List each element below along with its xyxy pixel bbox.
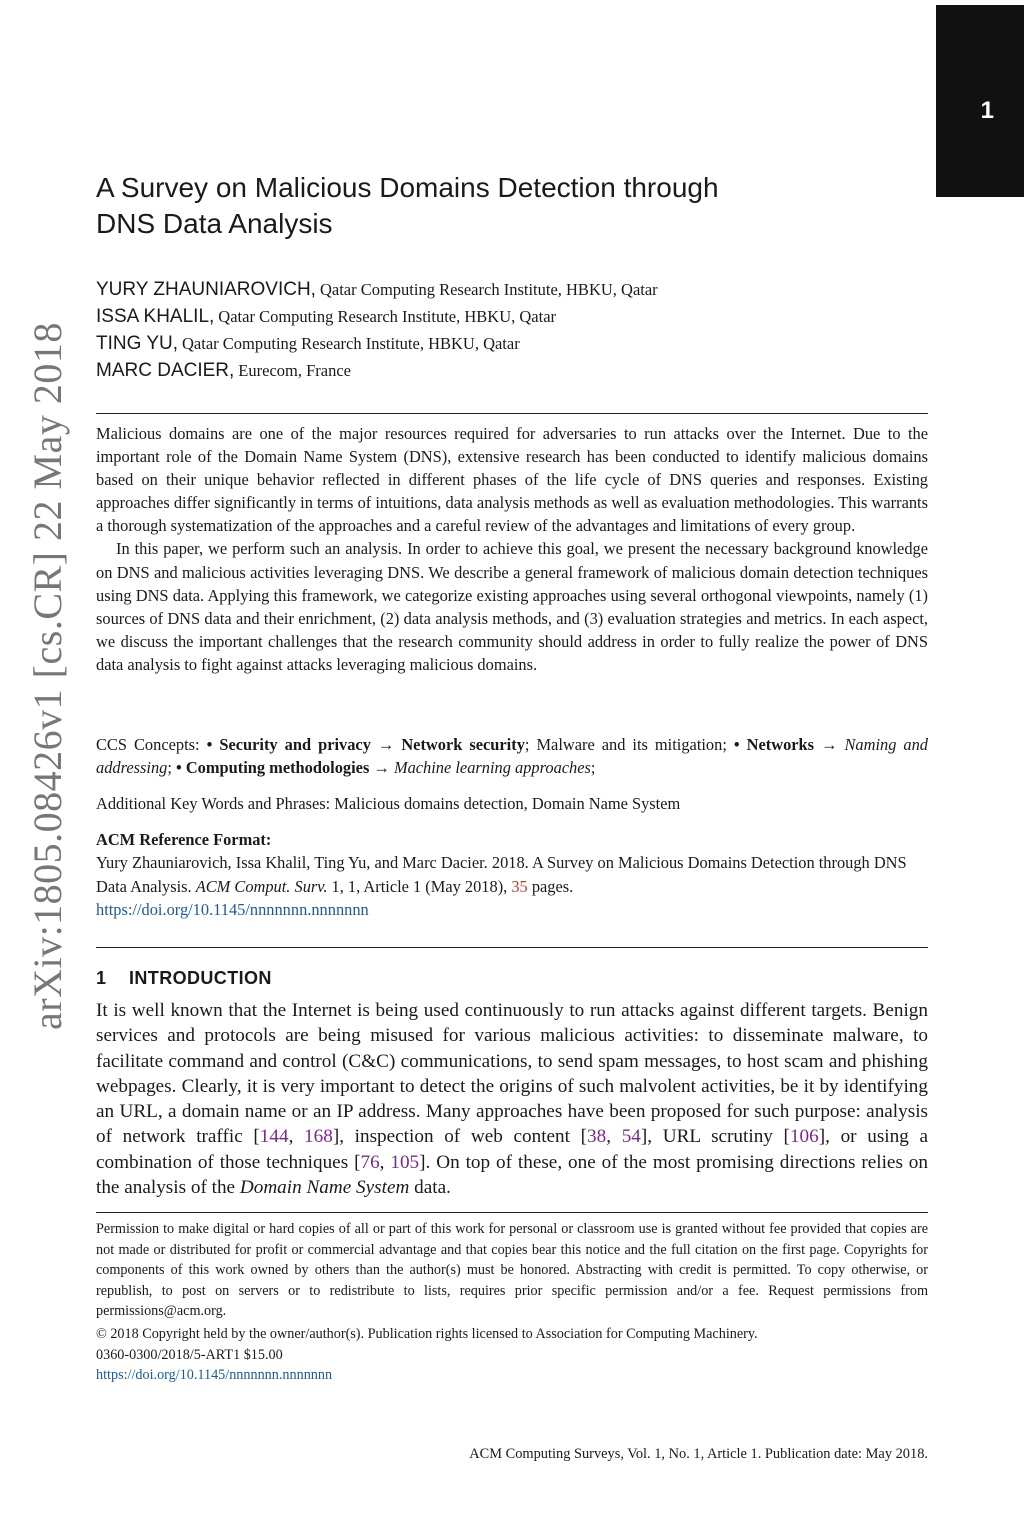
abstract-paragraph-1: Malicious domains are one of the major resources required for adversaries to run attacks over the Internet. Due to the important role of the Domain Name System (DNS), extensive research has been conducted to identify malicious domains based on their unique behavior reflected in different phases of the life cycle of DNS queries and responses. Existing approaches differ significantly in terms of intuitions, data analysis methods as well as evaluation methodologies. This warrants a thorough systematization of the approaches and a careful review of the advantages and limitations of every group.	[96, 424, 928, 536]
citation-link[interactable]: 105	[390, 1151, 420, 1173]
page-footer: ACM Computing Surveys, Vol. 1, No. 1, Article 1. Publication date: May 2018.	[469, 1446, 928, 1462]
section-number: 1	[96, 968, 107, 988]
abstract	[96, 422, 928, 676]
author-entry	[96, 330, 928, 357]
citation-text: 1, 1, Article 1 (May 2018),	[327, 876, 512, 896]
footnote-rule	[96, 1212, 928, 1213]
abstract-paragraph-2: In this paper, we perform such an analysis. In order to achieve this goal, we present the necessary background knowledge on DNS and malicious activities leveraging DNS. We describe a general framework of malicious domain detection techniques using DNS data. Applying this framework, we categorize existing approaches using several orthogonal viewpoints, namely (1) sources of DNS data and their enrichment, (2) data analysis methods, and (3) evaluation strategies and metrics. In each aspect, we discuss the important challenges that the research community should address in order to fully realize the power of DNS data analysis to fight against attacks leveraging malicious domains.	[96, 539, 928, 674]
author-affiliation: Eurecom, France	[238, 361, 351, 380]
intro-text: It is well known that the Internet is being used continuously to run attacks against different targets. Benign services and protocols are being misused for various malicious activities: to disseminate malware, to facilitate command and control (C&C) communications, to send spam messages, to host scam and phishing webpages. Clearly, it is very important to detect the origins of such malvolent activities, be it by identifying an URL, a domain name or an IP address. Many approaches have been proposed for such purpose: analysis of network traffic [	[96, 1000, 928, 1148]
issn-line: 0360-0300/2018/5-ART1 $15.00	[96, 1346, 283, 1363]
citation-link[interactable]: 168	[304, 1126, 333, 1148]
citation-link[interactable]: 106	[789, 1126, 819, 1148]
ccs-arrow: →	[814, 735, 845, 754]
author-name: TING YU,	[96, 333, 178, 354]
intro-text: ,	[379, 1151, 391, 1173]
ccs-term: • Computing methodologies	[176, 758, 370, 778]
ccs-text: ;	[167, 758, 176, 778]
author-affiliation: Qatar Computing Research Institute, HBKU, Qatar	[319, 280, 658, 299]
intro-text: ], URL scrutiny [	[640, 1126, 790, 1148]
author-affiliation: Qatar Computing Research Institute, HBKU, Qatar	[218, 307, 557, 326]
paper-title	[96, 170, 796, 242]
citation-journal: ACM Comput. Surv.	[195, 876, 328, 896]
ccs-subterm: Naming and addressing	[96, 735, 929, 778]
ccs-subterm: Machine learning approaches	[393, 758, 591, 778]
acm-reference-format	[96, 828, 928, 921]
ccs-arrow: →	[369, 758, 394, 778]
footnote	[96, 1219, 928, 1386]
section-heading	[96, 968, 272, 989]
footnote-doi-link[interactable]: https://doi.org/10.1145/nnnnnnn.nnnnnnn	[96, 1367, 333, 1384]
introduction-paragraph	[96, 998, 928, 1200]
intro-emphasis: Domain Name System	[239, 1177, 410, 1199]
ccs-term: Network security	[401, 735, 525, 754]
citation-link[interactable]: 144	[259, 1126, 289, 1148]
intro-top-rule	[96, 947, 928, 948]
citation-link[interactable]: 54	[621, 1126, 641, 1148]
citation-pages-link[interactable]: 35	[511, 876, 528, 896]
author-name: ISSA KHALIL,	[96, 306, 215, 327]
ccs-concepts	[96, 733, 928, 779]
author-affiliation: Qatar Computing Research Institute, HBKU, Qatar	[182, 334, 520, 353]
ref-format-heading: ACM Reference Format:	[96, 830, 272, 849]
intro-text: ,	[606, 1126, 622, 1148]
intro-text: data.	[409, 1177, 451, 1199]
author-entry	[96, 303, 928, 330]
ccs-term: • Security and privacy	[206, 735, 371, 754]
ccs-text: ;	[590, 758, 596, 778]
keywords: Additional Key Words and Phrases: Malicious domains detection, Domain Name System	[96, 794, 681, 813]
author-entry	[96, 357, 928, 384]
ccs-label: CCS Concepts:	[96, 735, 207, 754]
intro-text: ,	[288, 1126, 305, 1148]
author-name: MARC DACIER,	[96, 360, 235, 381]
copyright-line: © 2018 Copyright held by the owner/author(s). Publication rights licensed to Association for Computing Machinery.	[96, 1325, 758, 1342]
ccs-text: ; Malware and its mitigation;	[524, 735, 734, 754]
title-line-1: A Survey on Malicious Domains Detection through	[96, 172, 719, 203]
citation-text: pages.	[527, 876, 574, 896]
citation-text: Yury Zhauniarovich, Issa Khalil, Ting Yu, and Marc Dacier. 2018. A Survey on Malicious Domains Detection through DNS Data Analysis.	[96, 853, 907, 896]
page-number: 1	[980, 97, 994, 124]
permission-notice: Permission to make digital or hard copies of all or part of this work for personal or classroom use is granted without fee provided that copies are not made or distributed for profit or commercial advantage and that copies bear this notice and the full citation on the first page. Copyrights for components of this work owned by others than the author(s) must be honored. Abstracting with credit is permitted. To copy otherwise, or republish, to post on servers or to redistribute to lists, requires prior specific permission and/or a fee. Request permissions from permissions@acm.org.	[96, 1221, 928, 1320]
citation-link[interactable]: 76	[360, 1151, 380, 1173]
author-list	[96, 276, 928, 384]
abstract-top-rule	[96, 413, 928, 414]
author-entry	[96, 276, 928, 303]
citation-link[interactable]: 38	[587, 1126, 607, 1148]
intro-text: ], or using a combination of those techniques [	[96, 1126, 929, 1173]
ccs-arrow: →	[370, 735, 402, 754]
ref-format-citation	[96, 851, 928, 898]
intro-text: ], inspection of web content [	[332, 1126, 588, 1148]
doi-link[interactable]: https://doi.org/10.1145/nnnnnnn.nnnnnnn	[96, 899, 369, 919]
ccs-term: • Networks	[733, 735, 815, 754]
intro-text: ]. On top of these, one of the most promising directions relies on the analysis of the	[96, 1151, 928, 1199]
page-number-tab	[936, 5, 1024, 197]
title-line-2: DNS Data Analysis	[96, 208, 333, 239]
author-name: YURY ZHAUNIAROVICH,	[96, 279, 316, 300]
arxiv-stamp: arXiv:1805.08426v1 [cs.CR] 22 May 2018	[25, 322, 70, 1030]
section-title: INTRODUCTION	[129, 968, 272, 988]
